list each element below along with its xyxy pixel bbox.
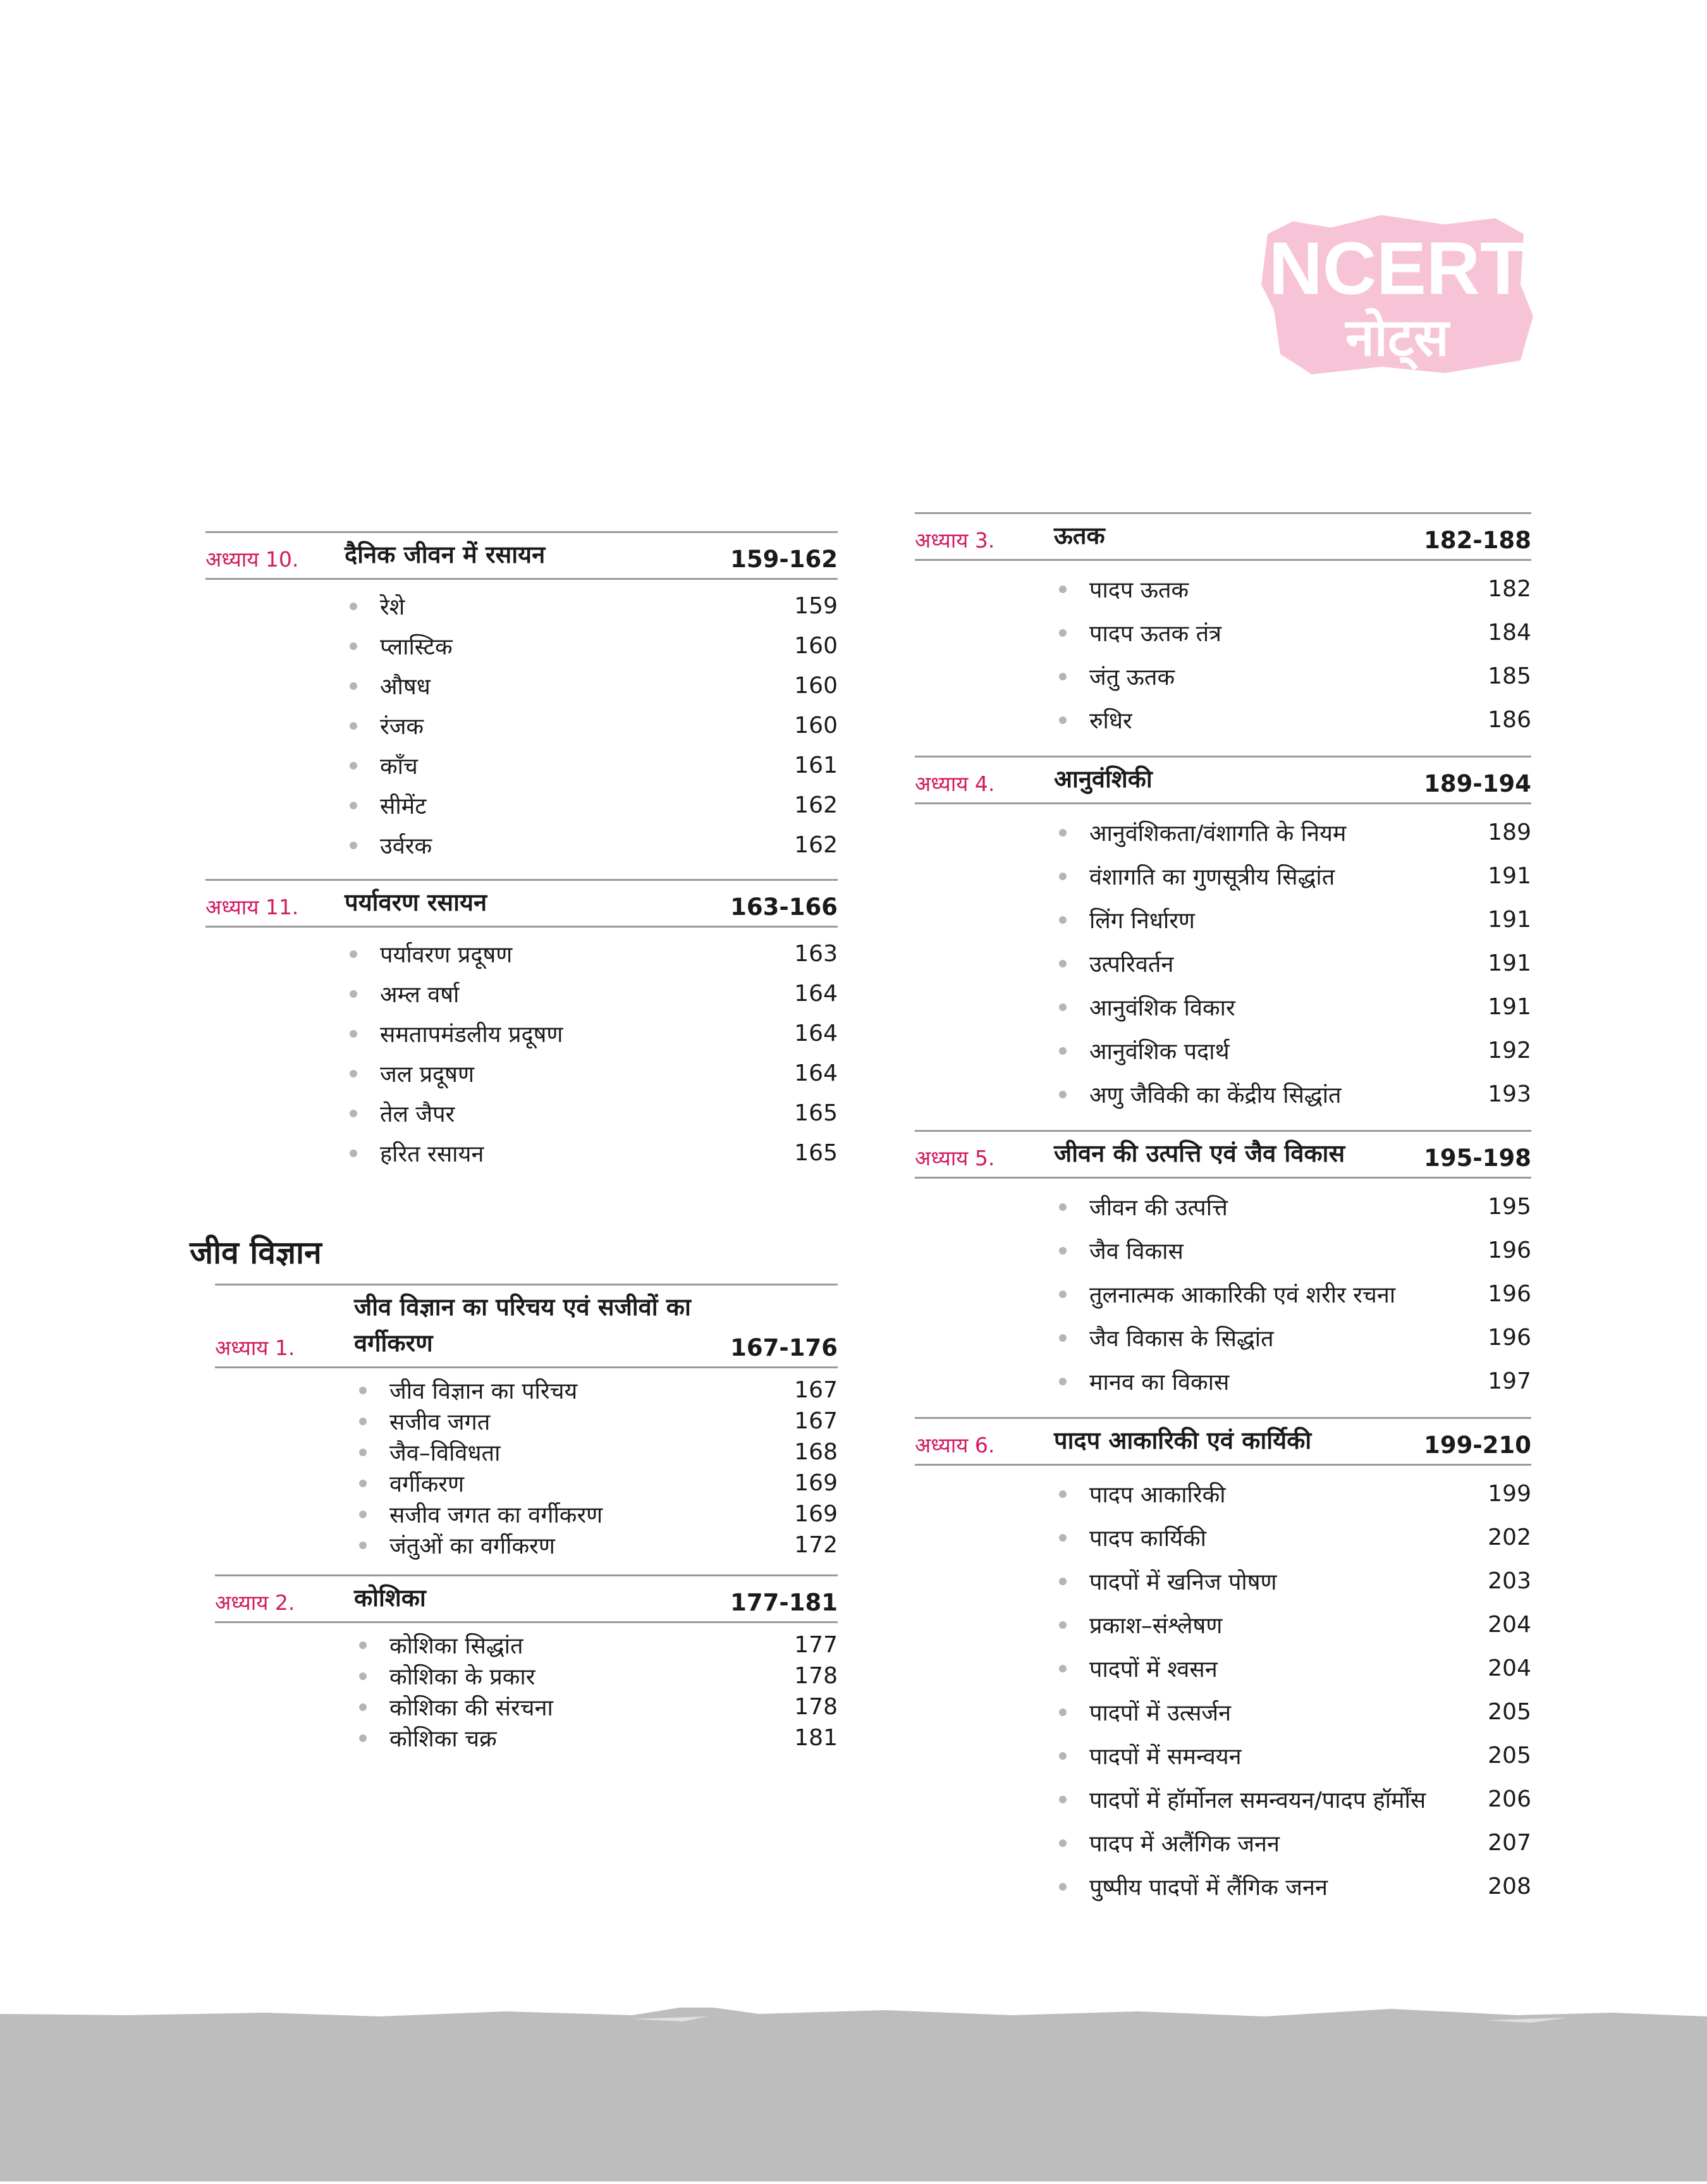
topic-row [915, 985, 1531, 1029]
biology-chapter [915, 1417, 1531, 1922]
topic-name: हरित रसायन [380, 1141, 484, 1167]
bullet-icon [1059, 1796, 1067, 1803]
topic-row [215, 1499, 838, 1530]
topic-page-number: 169 [794, 1501, 838, 1527]
bullet-icon [1059, 586, 1067, 593]
topic-page-number: 204 [1488, 1655, 1531, 1681]
topic-name: जंतु ऊतक [1089, 665, 1175, 690]
topic-page-number: 160 [794, 713, 838, 739]
bullet-icon [350, 1070, 357, 1077]
topic-row [205, 934, 838, 974]
topic-page-number: 178 [794, 1663, 838, 1689]
topic-list [215, 1368, 838, 1574]
topic-name: जैव विकास [1089, 1239, 1184, 1265]
topic-name: आनुवंशिक विकार [1089, 995, 1235, 1021]
bullet-icon [359, 1542, 367, 1549]
topic-list [915, 561, 1531, 756]
bullet-icon [350, 842, 357, 849]
topic-page-number: 196 [1488, 1325, 1531, 1351]
topic-row [205, 1093, 838, 1133]
chapter-page-range: 182-188 [1424, 527, 1531, 554]
topic-name: प्रकाश–संश्लेषण [1089, 1613, 1223, 1639]
topic-name: पादपों में समन्वयन [1089, 1744, 1242, 1770]
topic-page-number: 163 [794, 941, 838, 967]
topic-page-number: 185 [1488, 663, 1531, 689]
bullet-icon [359, 1387, 367, 1394]
topic-row [915, 1272, 1531, 1316]
chapter-title: कोशिका [354, 1584, 426, 1612]
chapter-page-range: 195-198 [1424, 1144, 1531, 1172]
topic-name: कोशिका की संरचना [389, 1695, 553, 1721]
bullet-icon [1059, 1665, 1067, 1672]
bullet-icon [350, 722, 357, 730]
left-column-contents [205, 531, 838, 1187]
topic-row [205, 785, 838, 825]
topic-row [205, 745, 838, 785]
bullet-icon [359, 1418, 367, 1425]
topic-name: कोशिका सिद्धांत [389, 1633, 523, 1659]
topic-row [915, 1865, 1531, 1908]
topic-row [915, 1777, 1531, 1821]
topic-page-number: 199 [1488, 1481, 1531, 1507]
bullet-icon [1059, 1291, 1067, 1298]
topic-page-number: 189 [1488, 819, 1531, 845]
topic-row [205, 974, 838, 1014]
bullet-icon [1059, 1534, 1067, 1542]
topic-name: रंजक [380, 714, 424, 740]
bullet-icon [1059, 829, 1067, 837]
chapter-header [915, 1130, 1531, 1179]
topic-row [915, 1316, 1531, 1359]
topic-row [205, 1133, 838, 1173]
topic-list [915, 1466, 1531, 1922]
topic-page-number: 167 [794, 1408, 838, 1434]
topic-row [205, 586, 838, 626]
topic-row [215, 1660, 838, 1691]
topic-name: पादपों में उत्सर्जन [1089, 1700, 1232, 1726]
bullet-icon [359, 1641, 367, 1649]
bullet-icon [350, 950, 357, 958]
chapter-page-range: 163-166 [730, 893, 838, 921]
chapter-title: आनुवंशिकी [1054, 765, 1153, 793]
topic-row [215, 1722, 838, 1753]
topic-page-number: 207 [1488, 1830, 1531, 1856]
topic-page-number: 164 [794, 1060, 838, 1086]
topic-row [915, 1185, 1531, 1229]
topic-row [205, 706, 838, 745]
topic-name: जंतुओं का वर्गीकरण [389, 1533, 555, 1559]
topic-row [915, 1734, 1531, 1777]
topic-name: सीमेंट [380, 794, 427, 819]
bullet-icon [350, 1150, 357, 1157]
chapter-page-range: 199-210 [1424, 1432, 1531, 1459]
topic-row [915, 854, 1531, 898]
topic-name: जल प्रदूषण [380, 1062, 474, 1088]
biology-chapter [915, 1130, 1531, 1417]
bullet-icon [350, 1030, 357, 1038]
bullet-icon [350, 1110, 357, 1117]
topic-name: आनुवंशिक पदार्थ [1089, 1039, 1230, 1065]
bullet-icon [350, 762, 357, 770]
topic-page-number: 196 [1488, 1237, 1531, 1263]
topic-page-number: 167 [794, 1377, 838, 1403]
topic-page-number: 192 [1488, 1038, 1531, 1064]
bullet-icon [1059, 1839, 1067, 1847]
topic-list [205, 580, 838, 879]
chapter-title: पर्यावरण रसायन [345, 888, 487, 916]
bullet-icon [1059, 1578, 1067, 1585]
bullet-icon [1059, 1003, 1067, 1011]
bullet-icon [1059, 1334, 1067, 1342]
topic-name: काँच [380, 754, 418, 780]
topic-page-number: 206 [1488, 1786, 1531, 1812]
logo-text-line2: नोट्स [1345, 308, 1449, 368]
topic-name: कोशिका के प्रकार [389, 1664, 535, 1690]
bullet-icon [1059, 716, 1067, 724]
topic-name: औषध [380, 674, 431, 700]
biology-chapter [915, 512, 1531, 756]
topic-page-number: 162 [794, 832, 838, 858]
chapter-number: अध्याय 5. [915, 1146, 995, 1170]
bullet-icon [1059, 1883, 1067, 1891]
bullet-icon [359, 1511, 367, 1518]
chapter-page-range: 177-181 [730, 1589, 838, 1616]
topic-name: कोशिका चक्र [389, 1726, 497, 1752]
topic-row [915, 811, 1531, 854]
chapter-page-range: 159-162 [730, 546, 838, 573]
topic-page-number: 186 [1488, 707, 1531, 733]
topic-page-number: 184 [1488, 620, 1531, 646]
chapter-title: पादप आकारिकी एवं कार्यिकी [1054, 1426, 1312, 1454]
topic-page-number: 208 [1488, 1874, 1531, 1899]
topic-row [915, 1029, 1531, 1072]
topic-row [205, 626, 838, 666]
topic-list [915, 804, 1531, 1130]
topic-page-number: 178 [794, 1694, 838, 1720]
topic-row [915, 898, 1531, 942]
topic-page-number: 172 [794, 1532, 838, 1558]
bullet-icon [1059, 1247, 1067, 1255]
topic-row [215, 1530, 838, 1561]
chemistry-chapter [205, 879, 838, 1187]
topic-name: मानव का विकास [1089, 1370, 1230, 1396]
chapter-header [215, 1284, 838, 1368]
topic-page-number: 160 [794, 673, 838, 699]
topic-page-number: 161 [794, 752, 838, 778]
topic-name: उर्वरक [380, 833, 432, 859]
topic-row [915, 1559, 1531, 1603]
bullet-icon [1059, 873, 1067, 880]
topic-page-number: 159 [794, 593, 838, 619]
bullet-icon [1059, 1203, 1067, 1211]
chapter-header [215, 1574, 838, 1623]
topic-name: लिंग निर्धारण [1089, 908, 1195, 934]
topic-name: जीव विज्ञान का परिचय [389, 1378, 578, 1404]
bullet-icon [1059, 1709, 1067, 1716]
topic-page-number: 181 [794, 1725, 838, 1751]
topic-name: जैव–विविधता [389, 1440, 501, 1466]
topic-page-number: 195 [1488, 1194, 1531, 1220]
bullet-icon [350, 642, 357, 650]
topic-row [205, 1053, 838, 1093]
topic-page-number: 204 [1488, 1612, 1531, 1638]
bullet-icon [359, 1672, 367, 1680]
bullet-icon [1059, 960, 1067, 967]
topic-page-number: 203 [1488, 1568, 1531, 1594]
topic-list [915, 1179, 1531, 1417]
topic-name: आनुवंशिकता/वंशागति के नियम [1089, 821, 1347, 847]
topic-name: पादपों में खनिज पोषण [1089, 1569, 1277, 1595]
bullet-icon [359, 1734, 367, 1742]
topic-name: सजीव जगत [389, 1409, 491, 1435]
topic-name: रुधिर [1089, 708, 1132, 734]
biology-chapter [215, 1574, 838, 1767]
biology-chapter [215, 1284, 838, 1574]
bullet-icon [1059, 673, 1067, 680]
topic-page-number: 191 [1488, 863, 1531, 889]
biology-chapter [915, 756, 1531, 1130]
chapter-title: जीव विज्ञान का परिचय एवं सजीवों का वर्गीकरण [354, 1293, 691, 1357]
bullet-icon [359, 1703, 367, 1711]
bullet-icon [1059, 1490, 1067, 1498]
footer-torn-band [0, 2008, 1707, 2181]
topic-page-number: 164 [794, 981, 838, 1007]
topic-name: अणु जैविकी का केंद्रीय सिद्धांत [1089, 1083, 1342, 1108]
ncert-notes-logo [1255, 190, 1539, 379]
section-title-biology: जीव विज्ञान [190, 1234, 322, 1271]
chapter-number: अध्याय 11. [205, 895, 299, 919]
topic-row [915, 611, 1531, 654]
topic-page-number: 191 [1488, 907, 1531, 933]
topic-page-number: 162 [794, 792, 838, 818]
chapter-number: अध्याय 3. [915, 528, 995, 553]
topic-page-number: 164 [794, 1021, 838, 1046]
bullet-icon [1059, 1091, 1067, 1098]
chapter-number: अध्याय 1. [215, 1335, 295, 1360]
bullet-icon [350, 990, 357, 998]
chapter-number: अध्याय 10. [205, 547, 299, 572]
bullet-icon [359, 1449, 367, 1456]
bullet-icon [350, 802, 357, 809]
topic-page-number: 191 [1488, 994, 1531, 1020]
topic-name: प्लास्टिक [380, 634, 453, 660]
topic-page-number: 196 [1488, 1281, 1531, 1307]
right-column-contents [915, 512, 1531, 1922]
topic-page-number: 193 [1488, 1081, 1531, 1107]
topic-row [915, 942, 1531, 985]
topic-name: जीवन की उत्पत्ति [1089, 1195, 1228, 1221]
topic-row [205, 666, 838, 706]
topic-page-number: 202 [1488, 1525, 1531, 1550]
topic-row [215, 1437, 838, 1468]
topic-name: समतापमंडलीय प्रदूषण [380, 1022, 563, 1048]
topic-row [215, 1468, 838, 1499]
bullet-icon [1059, 1378, 1067, 1385]
topic-name: पादप कार्यिकी [1089, 1526, 1206, 1552]
chapter-title: दैनिक जीवन में रसायन [345, 541, 546, 568]
topic-page-number: 168 [794, 1439, 838, 1465]
topic-row [215, 1629, 838, 1660]
topic-row [215, 1691, 838, 1722]
biology-contents [215, 1284, 838, 1767]
chapter-header [915, 756, 1531, 804]
topic-row [215, 1406, 838, 1437]
topic-list [205, 928, 838, 1187]
topic-row [205, 1014, 838, 1053]
topic-row [215, 1375, 838, 1406]
topic-row [915, 567, 1531, 611]
topic-row [915, 1229, 1531, 1272]
topic-page-number: 182 [1488, 576, 1531, 602]
chapter-header [915, 1417, 1531, 1466]
chapter-header [205, 879, 838, 928]
topic-page-number: 197 [1488, 1368, 1531, 1394]
chapter-number: अध्याय 2. [215, 1590, 295, 1615]
topic-row [915, 1690, 1531, 1734]
topic-name: पादप ऊतक तंत्र [1089, 621, 1222, 647]
topic-name: पादप में अलैंगिक जनन [1089, 1831, 1280, 1857]
topic-row [915, 1647, 1531, 1690]
chapter-title: ऊतक [1054, 522, 1105, 549]
topic-page-number: 169 [794, 1470, 838, 1496]
bullet-icon [1059, 1621, 1067, 1629]
topic-name: पादप आकारिकी [1089, 1482, 1226, 1508]
topic-page-number: 165 [794, 1100, 838, 1126]
topic-row [915, 1359, 1531, 1403]
topic-name: पादपों में हॉर्मोनल समन्वयन/पादप हॉर्मोंस [1089, 1788, 1426, 1813]
topic-name: वंशागति का गुणसूत्रीय सिद्धांत [1089, 864, 1335, 890]
topic-page-number: 205 [1488, 1743, 1531, 1769]
topic-name: तेल जैपर [380, 1101, 455, 1127]
chapter-title: जीवन की उत्पत्ति एवं जैव विकास [1054, 1139, 1345, 1167]
chapter-header [205, 531, 838, 580]
topic-name: रेशे [380, 594, 405, 620]
chapter-page-range: 167-176 [730, 1334, 838, 1361]
topic-name: पादप ऊतक [1089, 577, 1189, 603]
topic-name: वर्गीकरण [389, 1471, 465, 1497]
logo-text-line1: NCERT [1268, 227, 1526, 310]
bullet-icon [350, 682, 357, 690]
topic-row [915, 1072, 1531, 1116]
topic-name: तुलनात्मक आकारिकी एवं शरीर रचना [1089, 1282, 1396, 1308]
topic-page-number: 177 [794, 1632, 838, 1658]
topic-row [915, 1472, 1531, 1516]
chapter-number: अध्याय 6. [915, 1433, 995, 1457]
topic-page-number: 205 [1488, 1699, 1531, 1725]
topic-name: पर्यावरण प्रदूषण [380, 942, 513, 968]
chapter-page-range: 189-194 [1424, 770, 1531, 797]
topic-name: उत्परिवर्तन [1089, 952, 1174, 978]
bullet-icon [1059, 1047, 1067, 1055]
topic-page-number: 165 [794, 1140, 838, 1166]
bullet-icon [359, 1480, 367, 1487]
bullet-icon [1059, 629, 1067, 637]
topic-name: पादपों में श्वसन [1089, 1657, 1218, 1683]
topic-row [915, 1821, 1531, 1865]
topic-name: पुष्पीय पादपों में लैंगिक जनन [1089, 1875, 1328, 1901]
topic-list [215, 1623, 838, 1767]
chapter-header [915, 512, 1531, 561]
topic-row [915, 654, 1531, 698]
topic-page-number: 160 [794, 633, 838, 659]
topic-row [915, 1603, 1531, 1647]
bullet-icon [1059, 916, 1067, 924]
chemistry-chapter [205, 531, 838, 879]
topic-name: सजीव जगत का वर्गीकरण [389, 1502, 603, 1528]
chapter-number: अध्याय 4. [915, 771, 995, 796]
bullet-icon [350, 603, 357, 610]
topic-name: अम्ल वर्षा [380, 982, 460, 1008]
topic-page-number: 191 [1488, 950, 1531, 976]
topic-row [205, 825, 838, 865]
bullet-icon [1059, 1752, 1067, 1760]
topic-row [915, 698, 1531, 742]
topic-name: जैव विकास के सिद्धांत [1089, 1326, 1274, 1352]
topic-row [915, 1516, 1531, 1559]
